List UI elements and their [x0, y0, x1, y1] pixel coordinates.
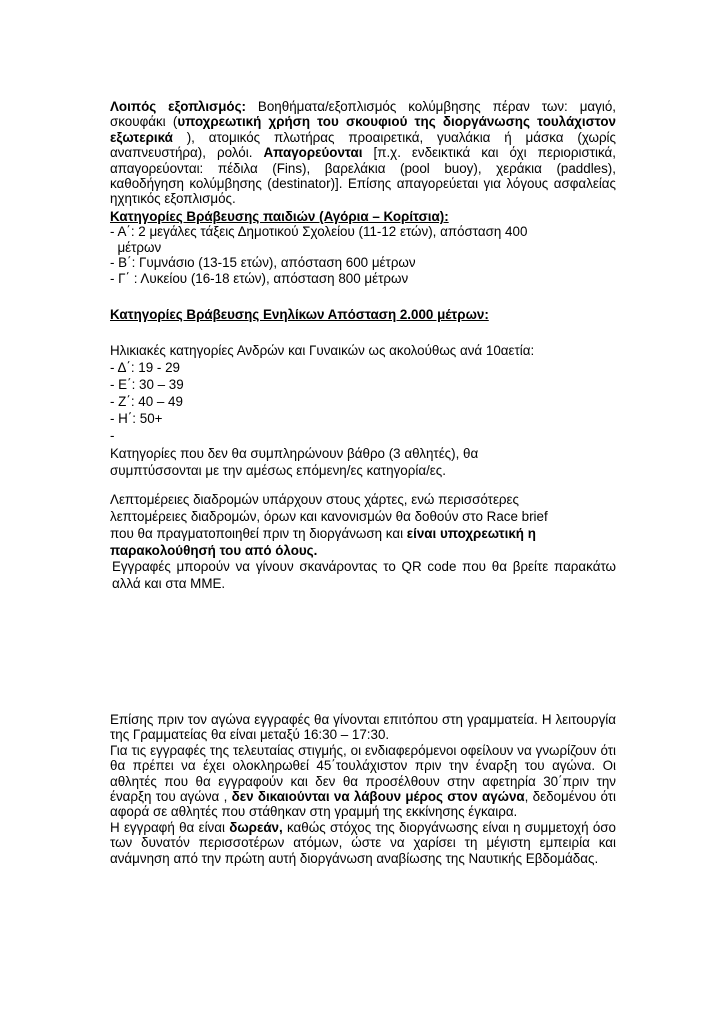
- qr-text: Εγγραφές μπορούν να γίνουν σκανάροντας το QR code που θα βρείτε παρακάτω αλλά και στα ΜΜΕ.: [112, 559, 616, 591]
- kids-category-line: - Α΄: 2 μεγάλες τάξεις Δημοτικού Σχολείου (11-12 ετών), απόσταση 400: [110, 224, 528, 240]
- age-group-line: - Δ΄: 19 - 29: [110, 360, 180, 376]
- kids-categories-heading: Κατηγορίες Βράβευσης παιδιών (Αγόρια – Κορίτσια):: [110, 209, 449, 224]
- routes-text: που θα πραγματοποιηθεί πριν τη διοργάνωση και: [110, 526, 407, 542]
- routes-mandatory: είναι υποχρεωτική η: [406, 526, 536, 542]
- routes-line: Λεπτομέρειες διαδρομών υπάρχουν στους χάρτες, ενώ περισσότερες: [110, 492, 519, 507]
- qr-paragraph: [112, 559, 616, 592]
- onsite-text: Για τις εγγραφές της τελευταίας στιγμής, οι ενδιαφερόμενοι οφείλουν να γνωρίζουν ότι θα πρέπει να έχει ολοκληρωθεί 45΄τουλάχιστον πριν την έναρξη του αγώνα. Οι αθλητές που θα εγγραφούν και δεν θα προσέλθουν στην αφετηρία 30΄πριν την έναρξη του αγώνα ,: [110, 742, 616, 805]
- equipment-text-2: ), ατομικός πλωτήρας προαιρετικά, γυαλάκια ή μάσκα (χωρίς αναπνευστήρα), ρολόι.: [110, 129, 616, 161]
- age-group-line: - Η΄: 50+: [110, 411, 163, 427]
- onsite-registration: [110, 712, 616, 866]
- merge-note-line: συμπτύσσονται με την αμέσως επόμενη/ες κατηγορία/ες.: [110, 462, 446, 478]
- kids-category-line: - Β΄: Γυμνάσιο (13-15 ετών), απόσταση 600 μέτρων: [110, 255, 416, 271]
- kids-category-line: μέτρων: [110, 239, 162, 255]
- onsite-free: δωρεάν,: [229, 819, 283, 835]
- routes-line: λεπτομέρειες διαδρομών, όρων και κανονισμών θα δοθούν στο Race brief: [110, 509, 548, 525]
- routes-line: [110, 525, 616, 542]
- kids-categories: [110, 209, 616, 286]
- equipment-forbidden-label: Απαγορεύονται: [263, 145, 363, 161]
- equipment-paragraph: [110, 99, 616, 207]
- equipment-text-3: [π.χ. ενδεικτικά και όχι περιοριστικά, απαγορεύονται: πέδιλα (Fins), βαρελάκια (pool buoy), χεράκια (paddles), καθοδήγηση κολύμβησης (destinator)]. Επίσης απαγορεύεται για λόγους ασφαλείας ηχητικός εξοπλισμός.: [110, 145, 616, 207]
- onsite-text: , δεδομένου ότι αφορά σε αθλητές που στάθηκαν στη γραμμή της εκκίνησης έγκαιρα.: [110, 789, 616, 820]
- onsite-paragraph-2: [110, 743, 616, 820]
- onsite-paragraph-1: [110, 712, 616, 743]
- adults-intro: Ηλικιακές κατηγορίες Ανδρών και Γυναικών ως ακολούθως ανά 10αετία:: [110, 343, 535, 358]
- adults-age-groups: [110, 342, 616, 479]
- onsite-text: Επίσης πριν τον αγώνα εγγραφές θα γίνονται επιτόπου στη γραμματεία. Η λειτουργία της Γραμματείας θα είναι μεταξύ 16:30 – 17:30.: [110, 712, 616, 743]
- kids-category-line: - Γ΄ : Λυκείου (16-18 ετών), απόσταση 800 μέτρων: [110, 270, 409, 286]
- routes-attendance: παρακολούθησή του από όλους.: [110, 543, 318, 559]
- equipment-text-1: Βοηθήματα/εξοπλισμός κολύμβησης πέραν των: μαγιό, σκουφάκι (: [110, 99, 616, 130]
- equipment-label: Λοιπός εξοπλισμός:: [110, 99, 246, 114]
- routes-paragraph: [110, 491, 616, 559]
- onsite-text: καθώς στόχος της διοργάνωσης είναι η συμμετοχή όσο των δυνατόν περισσοτέρων ατόμων, ώστε να χαρίσει τη μέγιστη εμπειρία και ανάμνηση από την πρώτη αυτή διοργάνωση αναβίωσης της Ναυτικής Εβδομάδας.: [110, 819, 616, 866]
- onsite-text: Η εγγραφή θα είναι: [110, 819, 230, 835]
- onsite-paragraph-3: [110, 820, 616, 866]
- merge-note-line: Κατηγορίες που δεν θα συμπληρώνουν βάθρο (3 αθλητές), θα: [110, 445, 479, 461]
- adults-categories-heading: Κατηγορίες Βράβευσης Ενηλίκων Απόσταση 2.000 μέτρων:: [110, 307, 489, 322]
- onsite-no-participation: δεν δικαιούνται να λάβουν μέρος στον αγώνα: [231, 789, 525, 805]
- adults-categories: [110, 307, 616, 322]
- equipment-cap-requirement: υποχρεωτική χρήση του σκουφιού της διοργάνωσης τουλάχιστον εξωτερικά: [110, 114, 616, 145]
- age-group-line: - Ε΄: 30 – 39: [110, 377, 184, 393]
- age-group-line: - Ζ΄: 40 – 49: [110, 394, 183, 410]
- age-group-line: -: [110, 428, 115, 444]
